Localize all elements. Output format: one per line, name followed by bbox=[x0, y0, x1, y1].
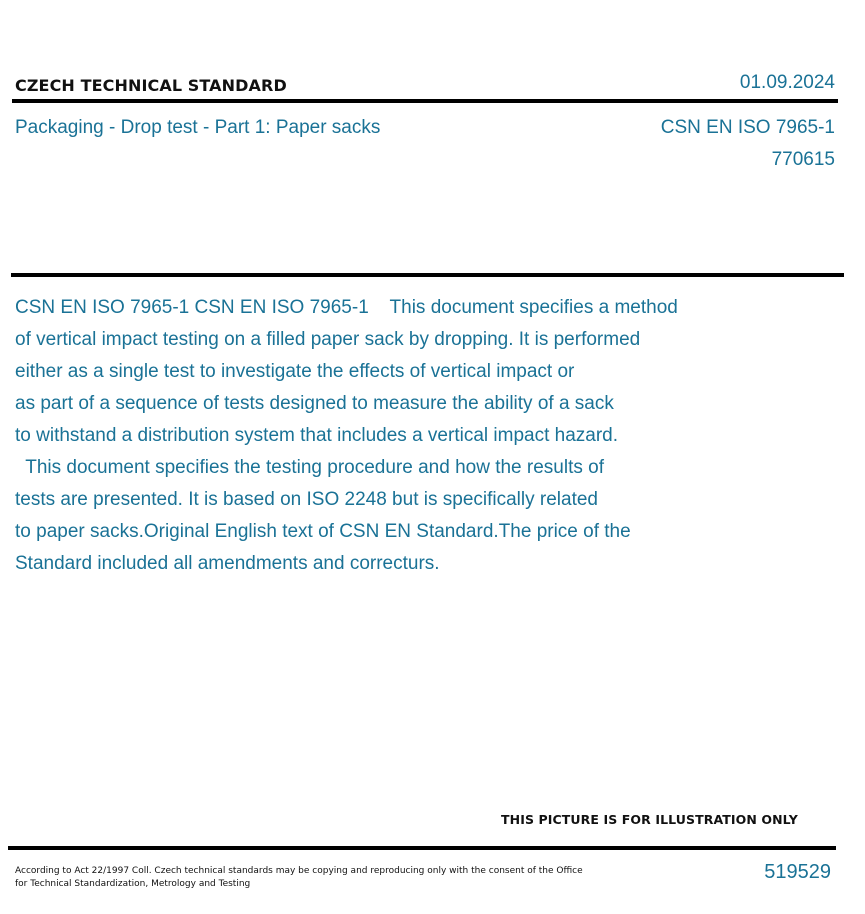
description-line: either as a single test to investigate the effects of vertical impact or bbox=[15, 361, 575, 382]
standard-title: Packaging - Drop test - Part 1: Paper sacks bbox=[15, 117, 381, 138]
standard-code: CSN EN ISO 7965-1 bbox=[660, 117, 835, 138]
legal-line: for Technical Standardization, Metrology and Testing bbox=[15, 879, 251, 889]
classification-number: 770615 bbox=[771, 149, 835, 170]
document-number: 519529 bbox=[764, 861, 831, 883]
standard-type-label: CZECH TECHNICAL STANDARD bbox=[15, 76, 287, 95]
description-line: CSN EN ISO 7965-1 CSN EN ISO 7965-1 This document specifies a method bbox=[15, 297, 678, 318]
illustration-notice: THIS PICTURE IS FOR ILLUSTRATION ONLY bbox=[501, 812, 798, 827]
standard-description bbox=[15, 292, 678, 580]
legal-line: According to Act 22/1997 Coll. Czech technical standards may be copying and reproducing only with the consent of the Office bbox=[15, 866, 583, 876]
description-line: tests are presented. It is based on ISO 2248 but is specifically related bbox=[15, 489, 598, 510]
description-line: of vertical impact testing on a filled paper sack by dropping. It is performed bbox=[15, 329, 641, 350]
description-line: to paper sacks.Original English text of CSN EN Standard.The price of the bbox=[15, 521, 631, 542]
legal-notice bbox=[15, 865, 583, 891]
description-line: This document specifies the testing procedure and how the results of bbox=[15, 457, 604, 478]
description-line: to withstand a distribution system that includes a vertical impact hazard. bbox=[15, 425, 619, 446]
header-divider bbox=[12, 99, 838, 103]
description-line: Standard included all amendments and correcturs. bbox=[15, 553, 440, 574]
footer-divider bbox=[8, 846, 836, 850]
publication-date: 01.09.2024 bbox=[739, 72, 835, 93]
section-divider bbox=[11, 273, 844, 277]
description-line: as part of a sequence of tests designed to measure the ability of a sack bbox=[15, 393, 614, 414]
